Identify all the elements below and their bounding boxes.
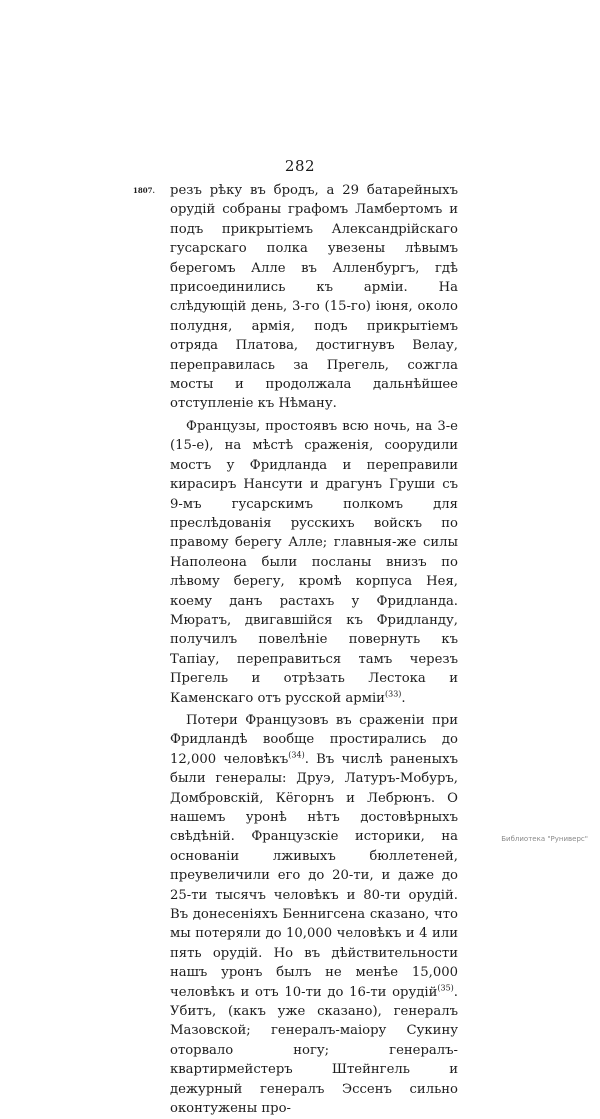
text-segment: . Убитъ, (какъ уже сказано), генералъ Мазовской; генералъ-маіору Сукину оторвало ногу; генералъ-квартирмейстеръ Штейнгель и дежурный генералъ Эссенъ сильно оконтужены про-: [170, 984, 458, 1117]
footnote-reference: (33): [384, 689, 402, 699]
text-segment: .: [401, 690, 406, 706]
paragraph: [170, 181, 458, 414]
margin-year-note: 1807.: [133, 186, 155, 195]
paragraph: [170, 711, 458, 1119]
body-text: [170, 181, 458, 1119]
footnote-reference: (35): [437, 983, 454, 993]
text-segment: Французы, простоявъ всю ночь, на 3-е (15-е), на мѣстѣ сраженія, соорудили мостъ у Фридланда и переправили кирасиръ Нансути и драгунъ Груши съ 9-мъ гусарскимъ полкомъ для преслѣдованія русскихъ войскъ по правому берегу Алле; главныя-же силы Наполеона были посланы внизъ по лѣвому берегу, кромѣ корпуса Нея, коему данъ растахъ у Фридланда. Мюратъ, двигавшійся къ Фридланду, получилъ повелѣніе повернуть къ Тапіау, переправиться тамъ черезъ Прегель и отрѣзать Лестока и Каменскаго отъ русской арміи: [170, 418, 458, 706]
paragraph: [170, 417, 458, 708]
page-number: 282: [284, 157, 316, 175]
text-segment: резъ рѣку въ бродъ, а 29 батарейныхъ орудій собраны графомъ Ламбертомъ и подъ прикрытіемъ Александрійскаго гусарскаго полка увезены лѣвымъ берегомъ Алле въ Алленбургъ, гдѣ присоединились къ арміи. На слѣдующій день, 3-го (15-го) іюня, около полудня, армія, подъ прикрытіемъ отряда Платова, достигнувъ Велау, переправилась за Прегель, сожгла мосты и продолжала дальнѣйшее отступленіе къ Нѣману.: [170, 183, 458, 412]
library-watermark: Библиотека "Руниверс": [501, 835, 588, 843]
footnote-reference: (34): [288, 750, 305, 760]
text-segment: Потери Французовъ въ сраженіи при Фридландѣ вообще простирались до 12,000 человѣкъ: [170, 712, 458, 767]
text-segment: . Въ числѣ раненыхъ были генералы: Друэ, Латуръ-Мобуръ, Домбровскій, Кёгорнъ и Лебрюнъ. О нашемъ уронѣ нѣтъ достовѣрныхъ свѣдѣній. Французскіе историки, на основаніи лживыхъ бюллетеней, преувеличили его до 20-ти, и даже до 25-ти тысячъ человѣкъ и 80-ти орудій. Въ донесеніяхъ Беннигсена сказано, что мы потеряли до 10,000 человѣкъ и 4 или пять орудій. Но въ дѣйствительности нашъ уронъ былъ не менѣе 15,000 человѣкъ и отъ 10-ти до 16-ти орудій: [170, 751, 458, 1000]
